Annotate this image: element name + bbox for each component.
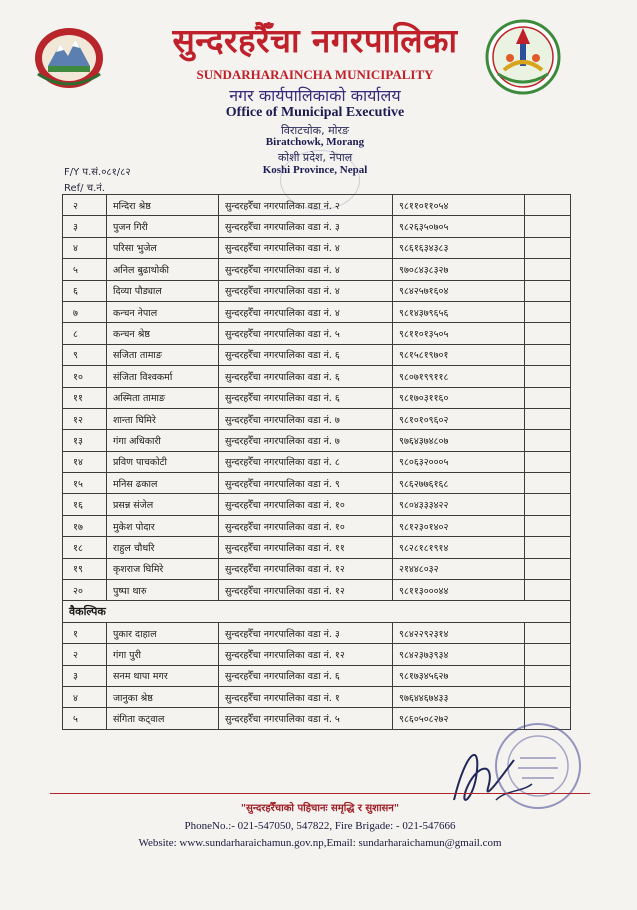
remarks-cell xyxy=(525,237,571,258)
serial-number-cell: १० xyxy=(63,366,107,387)
serial-number-cell: ८ xyxy=(63,323,107,344)
remarks-cell xyxy=(525,259,571,280)
table-row xyxy=(63,558,571,579)
name-cell: राहुल चौधरि xyxy=(107,537,219,558)
serial-number-cell: १५ xyxy=(63,473,107,494)
phone-cell: ९८१७३४५६२७ xyxy=(393,665,525,686)
footer-divider xyxy=(50,793,590,794)
remarks-cell xyxy=(525,644,571,665)
name-cell: संगिता कट्वाल xyxy=(107,708,219,729)
name-cell: परिसा भुजेल xyxy=(107,237,219,258)
serial-number-cell: १७ xyxy=(63,515,107,536)
alternate-section-label: वैकल्पिक xyxy=(63,601,571,622)
phone-cell: ९८१७०३११६० xyxy=(393,387,525,408)
ward-cell: सुन्दरहरैँचा नगरपालिका वडा नं. १२ xyxy=(219,580,393,601)
remarks-cell xyxy=(525,280,571,301)
table-row xyxy=(63,665,571,686)
ward-cell: सुन्दरहरैँचा नगरपालिका वडा नं. ५ xyxy=(219,323,393,344)
name-cell: जानुका श्रेष्ठ xyxy=(107,686,219,707)
remarks-cell xyxy=(525,515,571,536)
serial-number-cell: २ xyxy=(63,644,107,665)
name-cell: संजिता विश्वकर्मा xyxy=(107,366,219,387)
table-row xyxy=(63,494,571,515)
serial-number-cell: १४ xyxy=(63,451,107,472)
phone-cell: ९८११०१३५०५ xyxy=(393,323,525,344)
remarks-cell xyxy=(525,301,571,322)
phone-cell: ९७६४३७४८०७ xyxy=(393,430,525,451)
table-row xyxy=(63,323,571,344)
name-cell: मन्दिरा श्रेष्ठ xyxy=(107,195,219,216)
table-row xyxy=(63,537,571,558)
phone-cell: ९८१२३०१४०२ xyxy=(393,515,525,536)
name-cell: शान्ता घिमिरे xyxy=(107,408,219,429)
serial-number-cell: ३ xyxy=(63,216,107,237)
ward-cell: सुन्दरहरैँचा नगरपालिका वडा नं. ४ xyxy=(219,237,393,258)
table-row xyxy=(63,408,571,429)
phone-cell: ९८६०५०८२७२ xyxy=(393,708,525,729)
ward-cell: सुन्दरहरैँचा नगरपालिका वडा नं. ६ xyxy=(219,665,393,686)
phone-cell: ९७६४४६७४३३ xyxy=(393,686,525,707)
remarks-cell xyxy=(525,430,571,451)
serial-number-cell: ५ xyxy=(63,708,107,729)
serial-number-cell: ९ xyxy=(63,344,107,365)
table-row xyxy=(63,216,571,237)
remarks-cell xyxy=(525,558,571,579)
remarks-cell xyxy=(525,686,571,707)
fiscal-year-label: F/Y प.सं.०८१/८२ xyxy=(64,167,131,178)
name-cell: पुकार दाहाल xyxy=(107,622,219,643)
name-cell: पुजन गिरी xyxy=(107,216,219,237)
serial-number-cell: २ xyxy=(63,195,107,216)
ward-cell: सुन्दरहरैँचा नगरपालिका वडा नं. १० xyxy=(219,494,393,515)
phone-cell: ९८०४३३३४२२ xyxy=(393,494,525,515)
name-cell: गंगा अधिकारी xyxy=(107,430,219,451)
alternate-section-row xyxy=(63,601,571,622)
ward-cell: सुन्दरहरैँचा नगरपालिका वडा नं. १ xyxy=(219,686,393,707)
ward-cell: सुन्दरहरैँचा नगरपालिका वडा नं. ६ xyxy=(219,366,393,387)
phone-cell: ९८११०११०५४ xyxy=(393,195,525,216)
table-row xyxy=(63,344,571,365)
office-title-en: Office of Municipal Executive xyxy=(225,105,405,120)
footer-slogan: "सुन्दरहरैँचाको पहिचानः समृद्धि र सुशासन" xyxy=(240,803,400,814)
serial-number-cell: ३ xyxy=(63,665,107,686)
name-cell: कन्चन नेपाल xyxy=(107,301,219,322)
ward-cell: सुन्दरहरैँचा नगरपालिका वडा नं. ११ xyxy=(219,537,393,558)
footer-phone: PhoneNo.:- 021-547050, 547822, Fire Brigade: - 021-547666 xyxy=(184,820,456,832)
ward-cell: सुन्दरहरैँचा नगरपालिका वडा नं. ३ xyxy=(219,622,393,643)
table-row xyxy=(63,195,571,216)
remarks-cell xyxy=(525,665,571,686)
table-row xyxy=(63,366,571,387)
ward-cell: सुन्दरहरैँचा नगरपालिका वडा नं. २ xyxy=(219,195,393,216)
serial-number-cell: १२ xyxy=(63,408,107,429)
name-cell: पुष्पा थारु xyxy=(107,580,219,601)
table-row xyxy=(63,259,571,280)
serial-number-cell: १९ xyxy=(63,558,107,579)
remarks-cell xyxy=(525,537,571,558)
municipality-title-en: SUNDARHARAINCHA MUNICIPALITY xyxy=(196,67,434,82)
address-en-line2: Koshi Province, Nepal xyxy=(262,164,368,176)
name-cell: अस्मिता तामाङ xyxy=(107,387,219,408)
phone-cell: ९८४२३७३९३४ xyxy=(393,644,525,665)
remarks-cell xyxy=(525,366,571,387)
phone-cell: ९८१४३७९६५६ xyxy=(393,301,525,322)
phone-cell: ९८१५८१९७०१ xyxy=(393,344,525,365)
serial-number-cell: १३ xyxy=(63,430,107,451)
remarks-cell xyxy=(525,580,571,601)
ward-cell: सुन्दरहरैँचा नगरपालिका वडा नं. १० xyxy=(219,515,393,536)
phone-cell: ९८२८१८१९१४ xyxy=(393,537,525,558)
municipality-seal-icon xyxy=(484,18,562,96)
name-cell: सजिता तामाङ xyxy=(107,344,219,365)
table-row xyxy=(63,237,571,258)
name-cell: प्रविण पाचकोटी xyxy=(107,451,219,472)
ward-cell: सुन्दरहरैँचा नगरपालिका वडा नं. ४ xyxy=(219,301,393,322)
phone-cell: ९८०६३२०००५ xyxy=(393,451,525,472)
phone-cell: ९८६२७७६१६८ xyxy=(393,473,525,494)
ward-cell: सुन्दरहरैँचा नगरपालिका वडा नं. १२ xyxy=(219,558,393,579)
remarks-cell xyxy=(525,195,571,216)
remarks-cell xyxy=(525,473,571,494)
phone-cell: ९८२६३५०७०५ xyxy=(393,216,525,237)
remarks-cell xyxy=(525,408,571,429)
serial-number-cell: ११ xyxy=(63,387,107,408)
table-row xyxy=(63,686,571,707)
remarks-cell xyxy=(525,622,571,643)
phone-cell: २१४४८०३२ xyxy=(393,558,525,579)
remarks-cell xyxy=(525,494,571,515)
remarks-cell xyxy=(525,387,571,408)
phone-cell: ९८०७१९९११८ xyxy=(393,366,525,387)
ward-cell: सुन्दरहरैँचा नगरपालिका वडा नं. ३ xyxy=(219,216,393,237)
name-cell: कन्चन श्रेष्ठ xyxy=(107,323,219,344)
remarks-cell xyxy=(525,216,571,237)
name-cell: मनिस ढकाल xyxy=(107,473,219,494)
table-row xyxy=(63,644,571,665)
name-cell: दिव्या पौड्याल xyxy=(107,280,219,301)
table-row xyxy=(63,622,571,643)
serial-number-cell: ७ xyxy=(63,301,107,322)
table-row xyxy=(63,280,571,301)
ward-cell: सुन्दरहरैँचा नगरपालिका वडा नं. ९ xyxy=(219,473,393,494)
ward-cell: सुन्दरहरैँचा नगरपालिका वडा नं. ७ xyxy=(219,408,393,429)
ward-cell: सुन्दरहरैँचा नगरपालिका वडा नं. ६ xyxy=(219,344,393,365)
name-cell: अनिल बुढाथोकी xyxy=(107,259,219,280)
ward-cell: सुन्दरहरैँचा नगरपालिका वडा नं. ६ xyxy=(219,387,393,408)
member-table xyxy=(62,194,571,730)
phone-cell: ९८११३०००४४ xyxy=(393,580,525,601)
name-cell: सनम थापा मगर xyxy=(107,665,219,686)
ward-cell: सुन्दरहरैँचा नगरपालिका वडा नं. १२ xyxy=(219,644,393,665)
table-row xyxy=(63,515,571,536)
serial-number-cell: ६ xyxy=(63,280,107,301)
office-stamp-icon xyxy=(490,718,586,814)
address-en-line1: Biratchowk, Morang xyxy=(265,136,365,148)
footer-website: Website: www.sundarharaichamun.gov.np,Email: sundarharaichamun@gmail.com xyxy=(138,837,502,849)
remarks-cell xyxy=(525,323,571,344)
ward-cell: सुन्दरहरैँचा नगरपालिका वडा नं. ४ xyxy=(219,280,393,301)
ward-cell: सुन्दरहरैँचा नगरपालिका वडा नं. ५ xyxy=(219,708,393,729)
table-row xyxy=(63,580,571,601)
ward-cell: सुन्दरहरैँचा नगरपालिका वडा नं. ४ xyxy=(219,259,393,280)
office-title-np: नगर कार्यपालिकाको कार्यालय xyxy=(229,86,401,105)
ward-cell: सुन्दरहरैँचा नगरपालिका वडा नं. ७ xyxy=(219,430,393,451)
ward-cell: सुन्दरहरैँचा नगरपालिका वडा नं. ८ xyxy=(219,451,393,472)
name-cell: गंगा पुरी xyxy=(107,644,219,665)
address-np-line1: विराटचोक, मोरङ xyxy=(280,124,350,137)
serial-number-cell: १६ xyxy=(63,494,107,515)
serial-number-cell: ५ xyxy=(63,259,107,280)
table-row xyxy=(63,430,571,451)
municipality-title-np: सुन्दरहरैँचा नगरपालिका xyxy=(172,21,458,60)
name-cell: प्रसन्न संजेल xyxy=(107,494,219,515)
serial-number-cell: १८ xyxy=(63,537,107,558)
phone-cell: ९८१०१०९६०२ xyxy=(393,408,525,429)
table-row xyxy=(63,473,571,494)
member-table-body xyxy=(63,195,571,730)
table-row xyxy=(63,451,571,472)
nepal-emblem-icon xyxy=(30,22,108,92)
table-row xyxy=(63,301,571,322)
phone-cell: ९८६१६३४३८३ xyxy=(393,237,525,258)
remarks-cell xyxy=(525,451,571,472)
phone-cell: ९७०८४३८३२७ xyxy=(393,259,525,280)
table-row xyxy=(63,387,571,408)
phone-cell: ९८४२५७१६०४ xyxy=(393,280,525,301)
serial-number-cell: १ xyxy=(63,622,107,643)
phone-cell: ९८४२२९२३१४ xyxy=(393,622,525,643)
remarks-cell xyxy=(525,344,571,365)
address-np-line2: कोशी प्रदेश, नेपाल xyxy=(277,151,353,164)
name-cell: कृशराज घिमिरे xyxy=(107,558,219,579)
serial-number-cell: ४ xyxy=(63,237,107,258)
serial-number-cell: २० xyxy=(63,580,107,601)
name-cell: मुकेश पोदार xyxy=(107,515,219,536)
serial-number-cell: ४ xyxy=(63,686,107,707)
reference-label: Ref/ च.नं. xyxy=(64,183,105,194)
